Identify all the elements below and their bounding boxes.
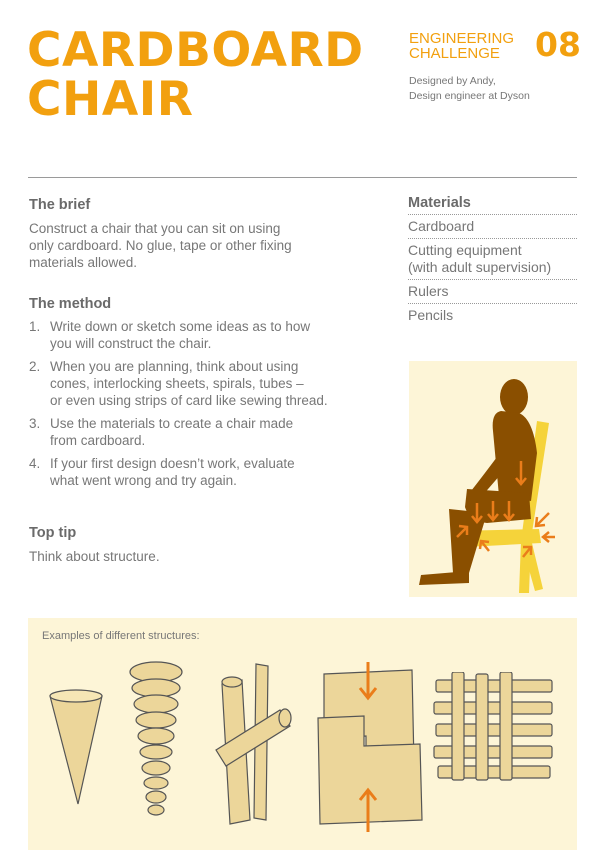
step-number: 1. xyxy=(29,319,41,334)
step-line: Write down or sketch some ideas as to how xyxy=(50,319,311,334)
materials-item xyxy=(408,215,577,239)
materials-item xyxy=(408,239,577,280)
step-line: or even using strips of card like sewing thread. xyxy=(50,393,328,408)
challenge-line: ENGINEERING xyxy=(409,30,515,47)
step-line: from cardboard. xyxy=(50,433,146,448)
page-title xyxy=(27,23,364,127)
method-step xyxy=(29,415,400,449)
step-number: 2. xyxy=(29,359,41,374)
method-list xyxy=(29,318,400,495)
figure-head xyxy=(500,379,528,415)
materials-heading: Materials xyxy=(408,195,577,215)
materials-item-line: Cardboard xyxy=(408,218,475,234)
interlocking-sheets-illustration xyxy=(316,660,426,835)
figure-torso xyxy=(493,411,537,501)
seated-figure-illustration xyxy=(409,361,577,597)
materials-item xyxy=(408,280,577,304)
step-number: 3. xyxy=(29,416,41,431)
brief-line: materials allowed. xyxy=(29,255,138,270)
materials-item-line: Cutting equipment xyxy=(408,242,522,258)
structures-label: Examples of different structures: xyxy=(42,630,200,642)
designer-credit xyxy=(409,74,530,104)
materials-item xyxy=(408,304,577,327)
designer-line: Design engineer at Dyson xyxy=(409,90,530,102)
materials-item-line: Rulers xyxy=(408,283,449,299)
woven-strips-illustration xyxy=(432,672,557,782)
chair-illustration-panel xyxy=(409,361,577,597)
method-heading: The method xyxy=(29,296,112,312)
method-step xyxy=(29,318,400,352)
method-step xyxy=(29,358,400,409)
figure-foot xyxy=(419,571,469,585)
title-line: CHAIR xyxy=(27,72,194,127)
method-step xyxy=(29,455,400,489)
step-line: If your first design doesn’t work, evaluate xyxy=(50,456,295,471)
spiral-structure-illustration xyxy=(126,658,186,828)
cone-structure-illustration xyxy=(46,686,106,806)
tip-heading: Top tip xyxy=(29,525,77,541)
designer-line: Designed by Andy, xyxy=(409,75,496,87)
structures-panel xyxy=(28,618,577,850)
challenge-line: CHALLENGE xyxy=(409,45,500,62)
materials-item-line: (with adult supervision) xyxy=(408,259,552,275)
tip-text: Think about structure. xyxy=(29,549,160,564)
materials-item-line: Pencils xyxy=(408,307,454,323)
title-line: CARDBOARD xyxy=(27,23,364,78)
step-number: 4. xyxy=(29,456,41,471)
header-divider xyxy=(28,177,577,178)
tubes-structure-illustration xyxy=(208,660,298,830)
challenge-number: 08 xyxy=(535,25,581,64)
brief-heading: The brief xyxy=(29,197,91,213)
brief-line: Construct a chair that you can sit on using xyxy=(29,221,281,236)
step-line: you will construct the chair. xyxy=(50,336,212,351)
challenge-label xyxy=(409,31,514,61)
brief-text xyxy=(29,220,292,271)
step-line: cones, interlocking sheets, spirals, tubes – xyxy=(50,376,304,391)
materials-list xyxy=(408,195,577,327)
brief-line: only cardboard. No glue, tape or other fixing xyxy=(29,238,292,253)
step-line: Use the materials to create a chair made xyxy=(50,416,294,431)
step-line: When you are planning, think about using xyxy=(50,359,299,374)
step-line: what went wrong and try again. xyxy=(50,473,237,488)
